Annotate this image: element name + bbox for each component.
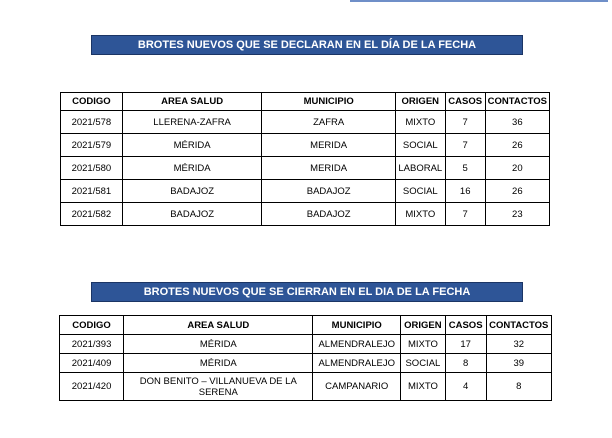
column-header-area-salud: AREA SALUD [122,93,262,111]
closed-outbreaks-table [59,315,552,401]
table-header-row [60,316,552,335]
cell-codigo: 2021/579 [61,134,123,157]
cell-codigo: 2021/393 [60,335,124,354]
table-row [61,157,550,180]
cell-municipio: BADAJOZ [262,203,395,226]
table-row [60,354,552,373]
cell-municipio: ALMENDRALEJO [313,354,401,373]
cell-contactos: 39 [486,354,551,373]
cell-contactos: 36 [485,111,549,134]
column-header-casos: CASOS [445,316,486,335]
column-header-origen: ORIGEN [395,93,445,111]
column-header-contactos: CONTACTOS [485,93,549,111]
cell-origen: MIXTO [395,203,445,226]
cell-codigo: 2021/420 [60,373,124,401]
column-header-origen: ORIGEN [401,316,446,335]
cell-codigo: 2021/582 [61,203,123,226]
cell-area-salud: DON BENITO – VILLANUEVA DE LA SERENA [124,373,313,401]
column-header-area-salud: AREA SALUD [124,316,313,335]
table-row [61,180,550,203]
cell-contactos: 8 [486,373,551,401]
cell-casos: 7 [445,203,485,226]
cell-area-salud: BADAJOZ [122,180,262,203]
cell-origen: MIXTO [401,373,446,401]
section-title-new-outbreaks: BROTES NUEVOS QUE SE DECLARAN EN EL DÍA DE LA FECHA [91,35,523,55]
cell-origen: LABORAL [395,157,445,180]
cell-area-salud: MÉRIDA [124,354,313,373]
cell-origen: SOCIAL [401,354,446,373]
cell-area-salud: MÉRIDA [124,335,313,354]
column-header-codigo: CODIGO [60,316,124,335]
cell-casos: 7 [445,134,485,157]
table-row [61,111,550,134]
column-header-municipio: MUNICIPIO [262,93,395,111]
cell-municipio: MERIDA [262,134,395,157]
cell-contactos: 32 [486,335,551,354]
new-outbreaks-table [60,92,550,226]
column-header-contactos: CONTACTOS [486,316,551,335]
cell-area-salud: MÉRIDA [122,134,262,157]
cell-area-salud: MÉRIDA [122,157,262,180]
cell-origen: SOCIAL [395,134,445,157]
cell-municipio: ALMENDRALEJO [313,335,401,354]
cell-origen: MIXTO [395,111,445,134]
cell-codigo: 2021/578 [61,111,123,134]
section-title-closed-outbreaks: BROTES NUEVOS QUE SE CIERRAN EN EL DIA DE LA FECHA [91,282,523,302]
cell-casos: 16 [445,180,485,203]
cell-casos: 5 [445,157,485,180]
table-row [60,335,552,354]
table-header-row [61,93,550,111]
cell-area-salud: LLERENA-ZAFRA [122,111,262,134]
cell-contactos: 20 [485,157,549,180]
column-header-codigo: CODIGO [61,93,123,111]
cell-municipio: ZAFRA [262,111,395,134]
cell-origen: MIXTO [401,335,446,354]
cell-codigo: 2021/409 [60,354,124,373]
cell-area-salud: BADAJOZ [122,203,262,226]
column-header-casos: CASOS [445,93,485,111]
cell-municipio: CAMPANARIO [313,373,401,401]
header-rule [350,0,608,2]
cell-codigo: 2021/580 [61,157,123,180]
cell-casos: 4 [445,373,486,401]
cell-municipio: MERIDA [262,157,395,180]
cell-origen: SOCIAL [395,180,445,203]
table-row [60,373,552,401]
cell-contactos: 23 [485,203,549,226]
cell-casos: 8 [445,354,486,373]
cell-casos: 7 [445,111,485,134]
table-row [61,134,550,157]
column-header-municipio: MUNICIPIO [313,316,401,335]
table-row [61,203,550,226]
cell-contactos: 26 [485,180,549,203]
cell-codigo: 2021/581 [61,180,123,203]
cell-contactos: 26 [485,134,549,157]
cell-municipio: BADAJOZ [262,180,395,203]
cell-casos: 17 [445,335,486,354]
